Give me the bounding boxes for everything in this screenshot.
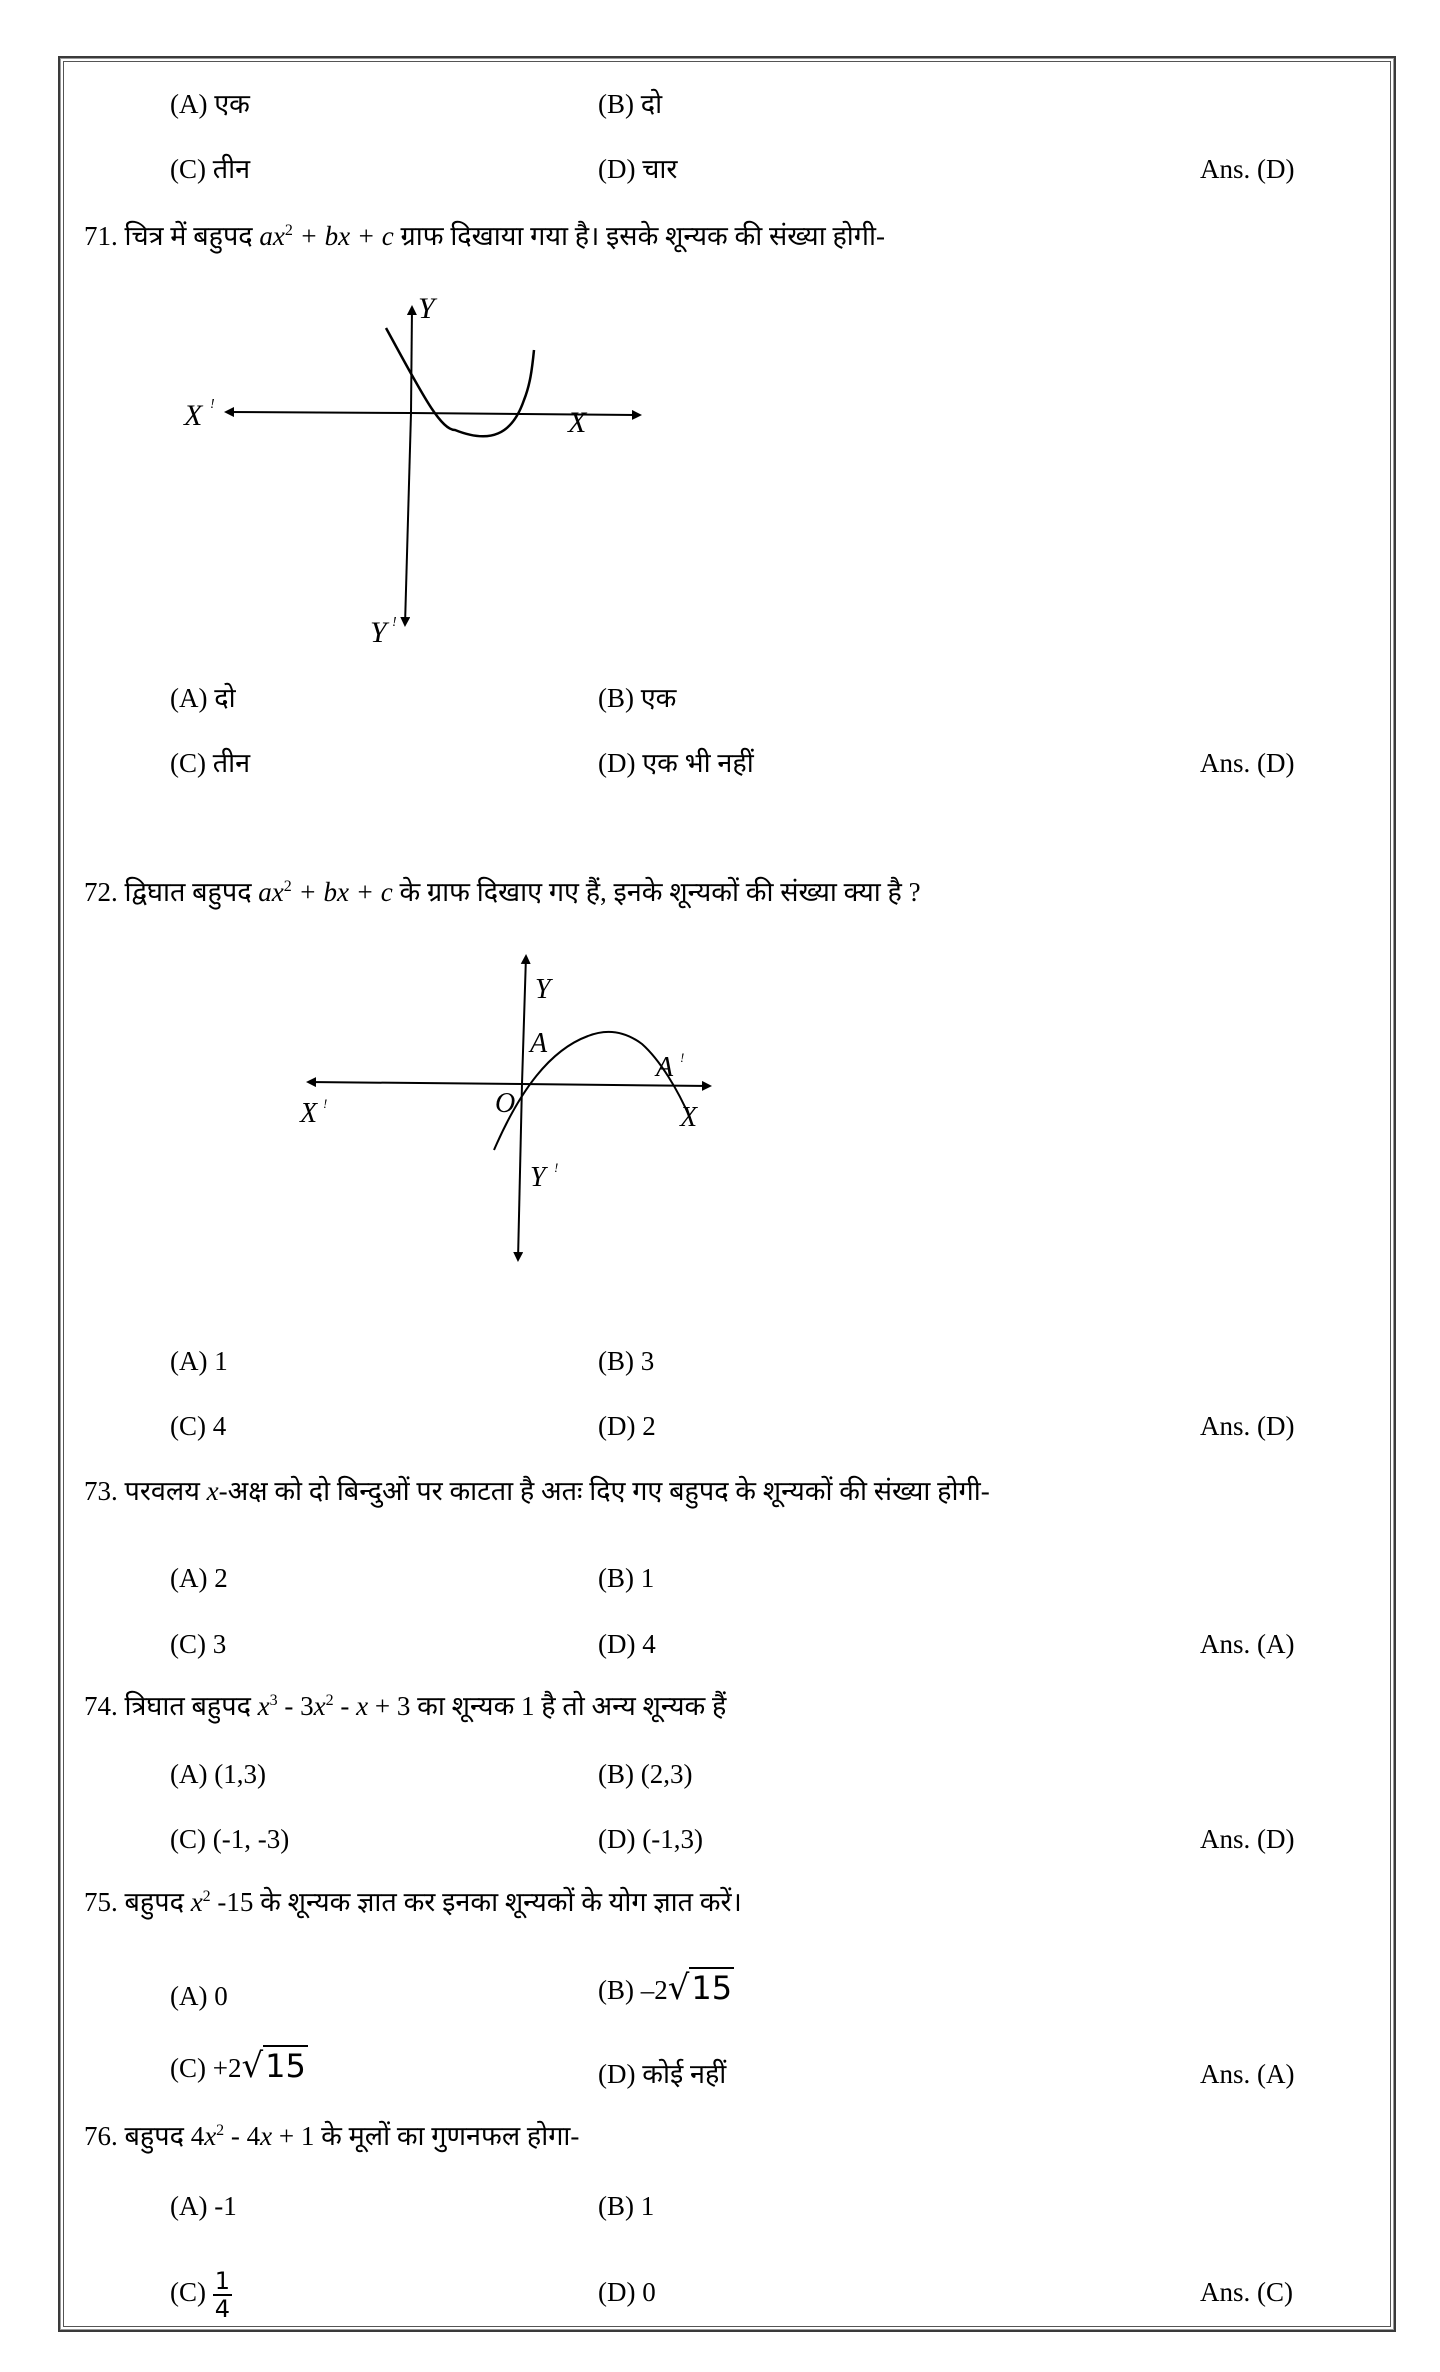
q73-option-a: (A) 2 — [170, 1563, 228, 1593]
q71-question: 71. चित्र में बहुपद $ax^2$ + bx + c ग्राफ दिखाया गया है। इसके शून्यक की संख्या होगी- — [84, 221, 885, 251]
q74-answer: Ans. (D) — [1200, 1824, 1295, 1854]
q72-label-a-prime: A — [656, 1052, 674, 1083]
svg-text:!: ! — [392, 615, 397, 630]
q73-option-b: (B) 1 — [598, 1563, 655, 1593]
q71-x-axis — [226, 412, 410, 413]
q72-graph — [290, 940, 750, 1280]
q74-option-d: (D) (-1,3) — [598, 1824, 703, 1854]
q72-label-x: X — [680, 1102, 698, 1133]
q76-option-a: (A) -1 — [170, 2191, 237, 2221]
q71-y-axis-negative — [405, 413, 411, 625]
q72-x-axis — [522, 1084, 710, 1086]
q70-option-b: (B) दो — [598, 89, 663, 119]
q76-option-d: (D) 0 — [598, 2277, 656, 2307]
q71-answer: Ans. (D) — [1200, 748, 1295, 778]
q71-option-b: (B) एक — [598, 683, 677, 713]
q72-x-axis-negative — [308, 1082, 522, 1084]
fraction: $\frac{1}{4}$ — [214, 2267, 231, 2323]
q70-option-c: (C) तीन — [170, 154, 251, 184]
q72-label-y: Y — [535, 974, 551, 1005]
q72-question: 72. द्विघात बहुपद $ax^2$ + bx + c के ग्राफ दिखाए गए हैं, इनके शून्यकों की संख्या क्या है ? — [84, 877, 921, 907]
q74-option-a: (A) (1,3) — [170, 1759, 266, 1789]
q72-option-c: (C) 4 — [170, 1411, 227, 1441]
q71-label-y-neg: Y — [370, 616, 387, 649]
q72-option-b: (B) 3 — [598, 1346, 655, 1376]
q76-question: 76. बहुपद $4x^2 - 4x + 1$ के मूलों का गुणनफल होगा- — [84, 2121, 580, 2151]
q72-option-a: (A) 1 — [170, 1346, 228, 1376]
q71-x-axis-positive — [410, 413, 640, 415]
q75-answer: Ans. (A) — [1200, 2059, 1295, 2089]
q74-option-b: (B) (2,3) — [598, 1759, 693, 1789]
q71-option-a: (A) दो — [170, 683, 236, 713]
q71-label-y: Y — [418, 292, 435, 325]
q70-option-d: (D) चार — [598, 154, 678, 184]
q72-label-x-neg: X — [300, 1098, 318, 1129]
q75-option-d: (D) कोई नहीं — [598, 2059, 727, 2089]
q70-answer: Ans. (D) — [1200, 154, 1295, 184]
sqrt-symbol: √15 — [667, 1968, 733, 2008]
q71-option-d: (D) एक भी नहीं — [598, 748, 754, 778]
q71-label-x-neg: X — [184, 399, 203, 432]
q73-option-d: (D) 4 — [598, 1629, 656, 1659]
q73-question: 73. परवलय x-अक्ष को दो बिन्दुओं पर काटता है अतः दिए गए बहुपद के शून्यकों की संख्या होगी- — [84, 1476, 990, 1506]
q74-question: 74. त्रिघात बहुपद $x^3 - 3x^2 - x + 3$ का शून्यक 1 है तो अन्य शून्यक हैं — [84, 1691, 727, 1721]
q75-question: 75. बहुपद $x^2$ -15 के शून्यक ज्ञात कर इनका शून्यकों के योग ज्ञात करें। — [84, 1887, 742, 1917]
q71-graph — [184, 280, 710, 660]
q72-label-a: A — [530, 1028, 548, 1059]
q71-parabola — [386, 328, 534, 436]
q71-label-x: X — [568, 406, 587, 439]
q75-option-a: (A) 0 — [170, 1981, 228, 2011]
q76-answer: Ans. (C) — [1200, 2277, 1293, 2307]
q71-y-axis — [411, 307, 412, 413]
q72-option-d: (D) 2 — [598, 1411, 656, 1441]
q75-option-c: (C) +2√15 — [170, 2046, 306, 2086]
q74-option-c: (C) (-1, -3) — [170, 1824, 290, 1854]
q73-option-c: (C) 3 — [170, 1629, 227, 1659]
q76-option-c: (C) $\frac{1}{4}$ — [170, 2267, 231, 2323]
q76-option-b: (B) 1 — [598, 2191, 655, 2221]
q73-answer: Ans. (A) — [1200, 1629, 1295, 1659]
sqrt-symbol: √15 — [241, 2046, 306, 2086]
svg-text:!: ! — [554, 1160, 559, 1175]
q72-y-axis — [522, 956, 526, 1084]
svg-text:!: ! — [210, 397, 215, 412]
q72-label-y-neg: Y — [530, 1162, 546, 1193]
q70-option-a: (A) एक — [170, 89, 250, 119]
q75-option-b: (B) –2√15 — [598, 1968, 733, 2008]
q72-y-axis-negative — [518, 1084, 522, 1260]
svg-text:!: ! — [680, 1050, 685, 1065]
q72-answer: Ans. (D) — [1200, 1411, 1295, 1441]
svg-text:!: ! — [323, 1096, 328, 1111]
q71-option-c: (C) तीन — [170, 748, 251, 778]
q72-label-origin: O — [495, 1088, 516, 1119]
